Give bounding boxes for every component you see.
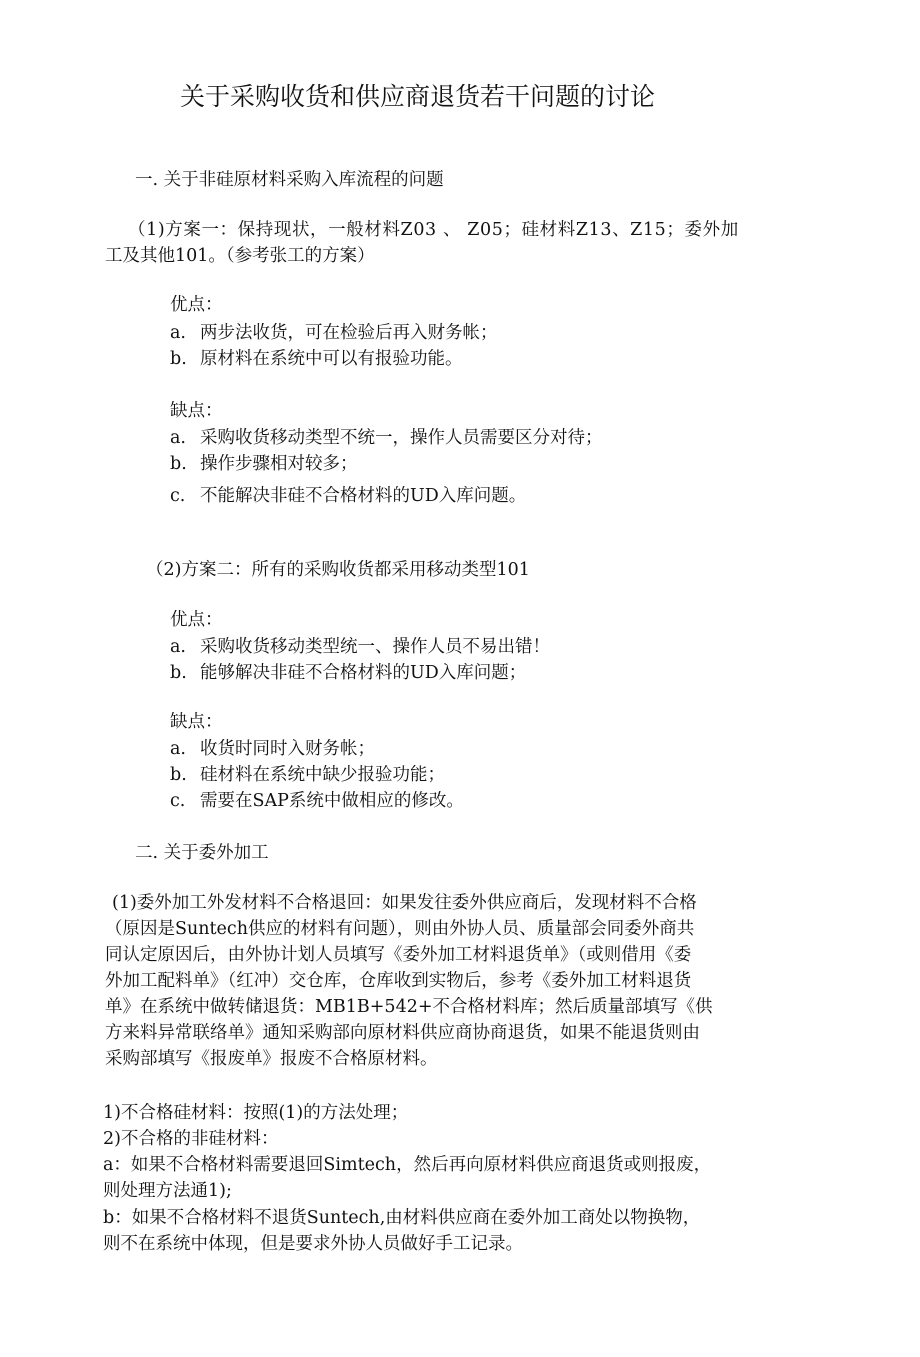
cons-label: 缺点：	[170, 712, 223, 732]
list-text: 采购收货移动类型统一、操作人员不易出错！	[200, 637, 550, 657]
list-marker: c.	[170, 486, 186, 506]
paragraph-line: (1)委外加工外发材料不合格退回：如果发往委外供应商后，发现材料不合格	[112, 893, 697, 913]
list-item	[170, 636, 550, 658]
list-text: 原材料在系统中可以有报验功能。	[200, 349, 463, 369]
cons-label: 缺点：	[170, 401, 223, 421]
list-text: 采购收货移动类型不统一，操作人员需要区分对待；	[200, 428, 603, 448]
paragraph-line: （原因是Suntech供应的材料有问题），则由外协人员、质量部会同委外商共	[105, 919, 695, 939]
list-item	[170, 738, 375, 760]
list-item	[170, 427, 603, 449]
item-line: 则不在系统中体现，但是要求外协人员做好手工记录。	[103, 1234, 523, 1254]
pros-label: 优点：	[170, 610, 223, 630]
document-title: 关于采购收货和供应商退货若干问题的讨论	[180, 82, 656, 111]
list-marker: b.	[170, 765, 187, 785]
item-line: 2)不合格的非硅材料：	[103, 1129, 279, 1149]
list-text: 能够解决非硅不合格材料的UD入库问题；	[200, 663, 527, 683]
list-item	[170, 764, 445, 786]
paragraph-line: 单》在系统中做转储退货：MB1B+542+不合格材料库；然后质量部填写《供	[105, 997, 713, 1017]
list-text: 不能解决非硅不合格材料的UD入库问题。	[200, 486, 527, 506]
item-line: a：如果不合格材料需要退回Simtech，然后再向原材料供应商退货或则报废，	[103, 1155, 712, 1175]
item-line: b：如果不合格材料不退货Suntech,由材料供应商在委外加工商处以物换物，	[103, 1208, 701, 1228]
list-text: 硅材料在系统中缺少报验功能；	[200, 765, 445, 785]
list-item	[170, 322, 498, 344]
section-1-heading: 一. 关于非硅原材料采购入库流程的问题	[135, 170, 444, 190]
item-line: 则处理方法通1);	[103, 1181, 232, 1201]
list-marker: b.	[170, 454, 187, 474]
list-marker: a.	[170, 323, 186, 343]
list-text: 收货时同时入财务帐；	[200, 739, 375, 759]
list-item	[170, 453, 358, 475]
list-marker: c.	[170, 791, 186, 811]
paragraph-line: 同认定原因后，由外协计划人员填写《委外加工材料退货单》（或则借用《委	[105, 945, 692, 965]
paragraph-line: 方来料异常联络单》通知采购部向原材料供应商协商退货，如果不能退货则由	[105, 1023, 700, 1043]
list-text: 操作步骤相对较多；	[200, 454, 358, 474]
paragraph-line: 采购部填写《报废单》报废不合格原材料。	[105, 1049, 438, 1069]
list-marker: b.	[170, 663, 187, 683]
list-item	[170, 662, 526, 684]
list-item	[170, 790, 464, 812]
plan-1-line: 工及其他101。（参考张工的方案）	[105, 246, 375, 266]
list-marker: a.	[170, 428, 186, 448]
list-item	[170, 485, 526, 507]
item-line: 1)不合格硅材料：按照(1)的方法处理；	[103, 1103, 409, 1123]
list-item	[170, 348, 463, 370]
plan-1-line: （1)方案一：保持现状，一般材料Z03 、 Z05；硅材料Z13、Z15；委外加	[128, 220, 739, 240]
list-marker: a.	[170, 739, 186, 759]
section-2-heading: 二. 关于委外加工	[135, 843, 269, 863]
list-marker: b.	[170, 349, 187, 369]
paragraph-line: 外加工配料单》（红冲）交仓库，仓库收到实物后，参考《委外加工材料退货	[105, 971, 692, 991]
plan-2-line: （2)方案二：所有的采购收货都采用移动类型101	[146, 560, 530, 580]
list-text: 需要在SAP系统中做相应的修改。	[200, 791, 464, 811]
list-marker: a.	[170, 637, 186, 657]
list-text: 两步法收货，可在检验后再入财务帐；	[200, 323, 498, 343]
pros-label: 优点：	[170, 295, 223, 315]
